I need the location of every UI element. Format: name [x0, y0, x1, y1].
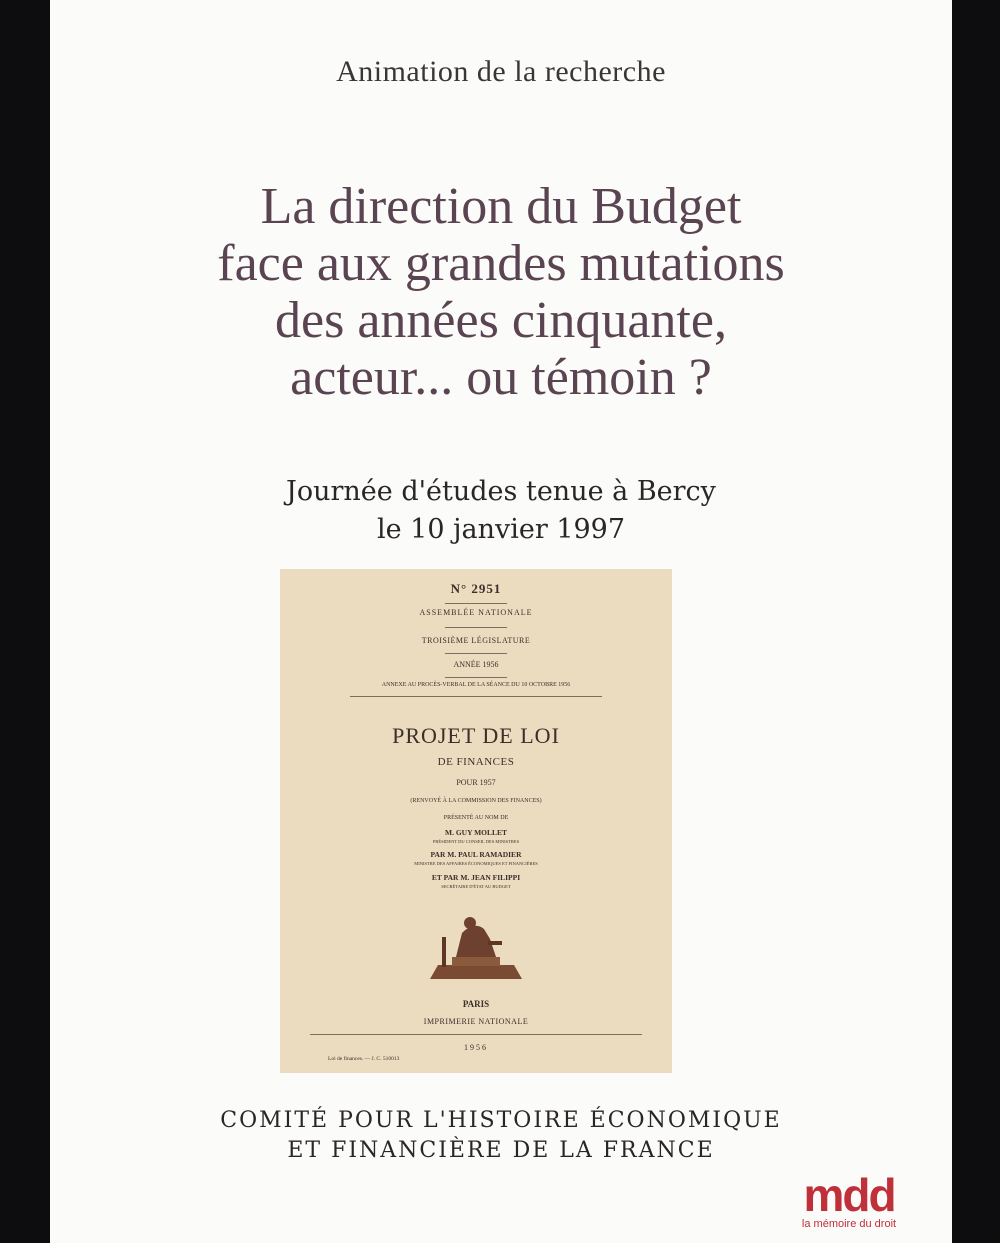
doc-referral: (RENVOYÉ À LA COMMISSION DES FINANCES)	[410, 798, 542, 804]
doc-name-1: M. GUY MOLLET	[444, 828, 507, 837]
title-line-3: des années cinquante,	[275, 292, 727, 349]
book-subtitle	[50, 473, 952, 549]
doc-heading: PROJET DE LOI	[392, 723, 560, 748]
doc-presented: PRÉSENTÉ AU NOM DE	[443, 815, 509, 821]
doc-rule	[445, 653, 507, 654]
logo-tagline: la mémoire du droit	[801, 1218, 897, 1230]
doc-number: N° 2951	[450, 581, 502, 596]
doc-print-reference: Loi de finances. — J. C. 510013	[328, 1056, 400, 1062]
doc-role-2: MINISTRE DES AFFAIRES ÉCONOMIQUES ET FINANCIÈRES	[414, 861, 538, 866]
doc-legislature: TROISIÈME LÉGISLATURE	[421, 636, 531, 645]
logo-mark: mdd	[803, 1169, 895, 1221]
doc-rule	[350, 696, 602, 697]
doc-print-year: 1956	[464, 1043, 488, 1052]
doc-city: PARIS	[462, 999, 490, 1009]
historical-document-image	[280, 569, 672, 1073]
mdd-logo	[801, 1169, 897, 1230]
printer-emblem-icon	[426, 909, 526, 983]
title-line-1: La direction du Budget	[260, 178, 742, 235]
book-title	[50, 178, 952, 406]
doc-subheading: DE FINANCES	[437, 756, 515, 768]
doc-rule	[310, 1034, 642, 1035]
doc-role-3: SECRÉTAIRE D'ÉTAT AU BUDGET	[441, 884, 511, 889]
scan-border-left	[0, 0, 50, 1243]
book-cover	[50, 0, 952, 1243]
publisher-line-2: ET FINANCIÈRE DE LA FRANCE	[287, 1138, 715, 1163]
doc-name-2: PAR M. PAUL RAMADIER	[430, 850, 522, 859]
subtitle-line-2: le 10 janvier 1997	[376, 514, 626, 545]
title-line-4: acteur... ou témoin ?	[290, 349, 712, 406]
doc-year-label: POUR 1957	[456, 778, 496, 787]
doc-printer: IMPRIMERIE NATIONALE	[423, 1017, 529, 1026]
subtitle-line-1: Journée d'études tenue à Bercy	[286, 476, 716, 507]
scan-border-right	[952, 0, 1000, 1243]
doc-assembly: ASSEMBLÉE NATIONALE	[419, 608, 533, 617]
series-label: Animation de la recherche	[336, 55, 666, 88]
doc-name-3: ET PAR M. JEAN FILIPPI	[431, 873, 521, 882]
publisher-line-1: COMITÉ POUR L'HISTOIRE ÉCONOMIQUE	[220, 1108, 782, 1133]
title-line-2: face aux grandes mutations	[217, 235, 785, 292]
doc-rule	[445, 627, 507, 628]
doc-year: ANNÉE 1956	[453, 660, 499, 669]
doc-role-1: PRÉSIDENT DU CONSEIL DES MINISTRES	[432, 839, 520, 844]
doc-rule	[445, 677, 507, 678]
publisher-name	[50, 1106, 952, 1166]
doc-annex: ANNEXE AU PROCÈS-VERBAL DE LA SÉANCE DU 10 OCTOBRE 1956	[381, 682, 571, 688]
doc-rule	[445, 603, 507, 604]
